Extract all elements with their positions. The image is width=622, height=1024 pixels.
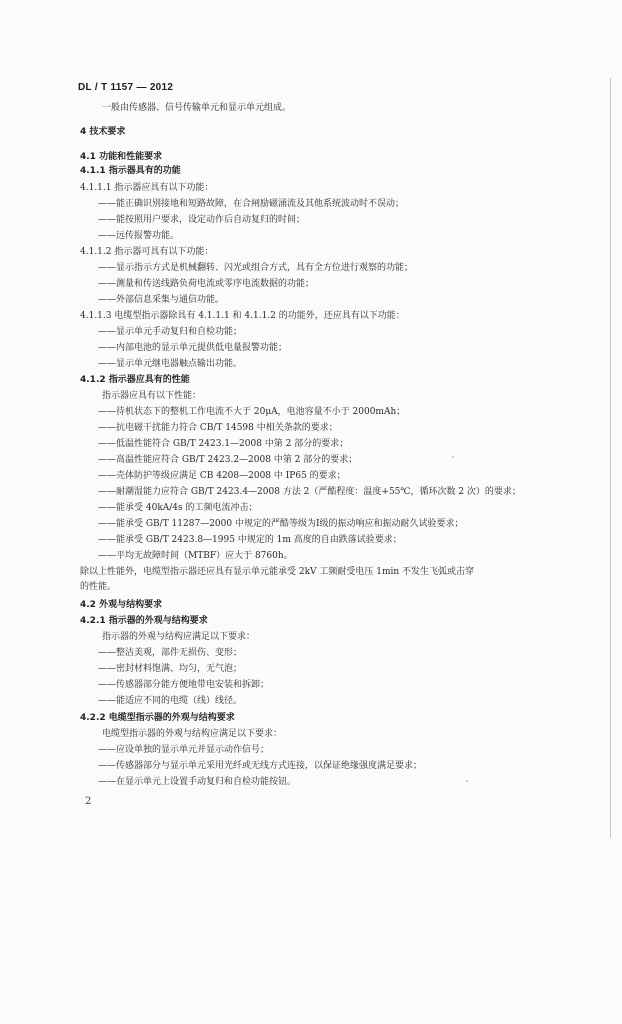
body-text-line: ——传感器部分能方便地带电安装和拆卸； bbox=[98, 680, 270, 690]
scan-speck bbox=[452, 456, 454, 458]
body-text-line: ——耐潮湿能力应符合 GB/T 2423.4—2008 方法 2（严酷程度：温度+55℃，循环次数 2 次）的要求； bbox=[98, 487, 521, 497]
body-text-line: ——外部信息采集与通信功能。 bbox=[98, 295, 225, 305]
body-text-line: ——能适应不同的电缆（线）线径。 bbox=[98, 696, 243, 706]
section-heading: 4.2 外观与结构要求 bbox=[80, 600, 163, 610]
body-text-line: ——能承受 GB/T 2423.8—1995 中规定的 1m 高度的自由跌落试验要求； bbox=[98, 535, 402, 545]
body-text-line: ——平均无故障时间（MTBF）应大于 8760h。 bbox=[98, 551, 293, 561]
body-text-line: ——测量和传送线路负荷电流或零序电流数据的功能； bbox=[98, 279, 315, 289]
body-text-line: 除以上性能外，电缆型指示器还应具有显示单元能承受 2kV 工频耐受电压 1min 不发生飞弧或击穿 bbox=[80, 567, 475, 577]
body-text-line: ——能承受 40kA/4s 的工频电流冲击； bbox=[98, 503, 258, 513]
body-text-line: ——应设单独的显示单元并显示动作信号； bbox=[98, 745, 270, 755]
body-text-line: ——在显示单元上设置手动复归和自检功能按钮。 bbox=[98, 777, 297, 787]
body-text-line: ——整洁美观，部件无损伤、变形； bbox=[98, 648, 243, 658]
body-text-line: ——能正确识别接地和短路故障，在合闸励磁涌流及其他系统波动时不误动； bbox=[98, 199, 405, 209]
body-text-line: ——远传报警功能。 bbox=[98, 231, 180, 241]
section-heading: 4.2.1 指示器的外观与结构要求 bbox=[80, 616, 208, 626]
body-text-line: 指示器的外观与结构应满足以下要求： bbox=[102, 632, 256, 642]
scan-edge-line bbox=[610, 78, 611, 838]
section-heading: 4.2.2 电缆型指示器的外观与结构要求 bbox=[80, 713, 235, 723]
body-text-line: 4.1.1.1 指示器应具有以下功能： bbox=[80, 183, 214, 193]
body-text-line: ——显示指示方式是机械翻转、闪光或组合方式，具有全方位进行观察的功能； bbox=[98, 263, 414, 273]
body-text-line: ——显示单元手动复归和自检功能； bbox=[98, 327, 243, 337]
body-text-line: 4.1.1.2 指示器可具有以下功能： bbox=[80, 247, 214, 257]
page-number: 2 bbox=[85, 796, 92, 807]
body-text-line: ——高温性能应符合 GB/T 2423.2—2008 中第 2 部分的要求； bbox=[98, 455, 358, 465]
body-text-line: 的性能。 bbox=[80, 582, 117, 592]
body-text-line: 指示器应具有以下性能： bbox=[102, 391, 202, 401]
body-text-line: ——能承受 GB/T 11287—2000 中规定的严酷等级为Ⅰ级的振动响应和振动耐久试验要求； bbox=[98, 519, 464, 529]
body-text-line: ——密封材料饱满、均匀，无气泡； bbox=[98, 664, 243, 674]
section-heading: 4.1.1 指示器具有的功能 bbox=[80, 166, 181, 176]
body-text-line: ——低温性能符合 GB/T 2423.1—2008 中第 2 部分的要求； bbox=[98, 439, 349, 449]
section-heading: 4.1.2 指示器应具有的性能 bbox=[80, 375, 190, 385]
body-text-line: ——待机状态下的整机工作电流不大于 20μA，电池容量不小于 2000mAh； bbox=[98, 407, 406, 417]
body-text-line: ——壳体防护等级应满足 CB 4208—2008 中 IP65 的要求； bbox=[98, 471, 346, 481]
body-text-line: 4.1.1.3 电缆型指示器除具有 4.1.1.1 和 4.1.1.2 的功能外，还应具有以下功能： bbox=[80, 311, 405, 321]
body-text-line: 电缆型指示器的外观与结构应满足以下要求： bbox=[102, 729, 283, 739]
body-text-line: ——传感器部分与显示单元采用光纤或无线方式连接，以保证绝缘强度满足要求； bbox=[98, 761, 423, 771]
scan-speck bbox=[466, 780, 468, 782]
body-text-line: ——能按照用户要求，设定动作后自动复归的时间； bbox=[98, 215, 306, 225]
body-text-line: ——抗电磁干扰能力符合 CB/T 14598 中相关条款的要求； bbox=[98, 423, 338, 433]
body-text-line: ——内部电池的显示单元提供低电量报警功能； bbox=[98, 343, 288, 353]
section-heading: 4.1 功能和性能要求 bbox=[80, 152, 163, 162]
body-text-line: 一般由传感器、信号传输单元和显示单元组成。 bbox=[102, 103, 292, 113]
standard-header: DL / T 1157 — 2012 bbox=[78, 82, 174, 93]
body-text-line: ——显示单元继电器触点输出功能。 bbox=[98, 359, 243, 369]
section-heading: 4 技术要求 bbox=[80, 127, 126, 137]
